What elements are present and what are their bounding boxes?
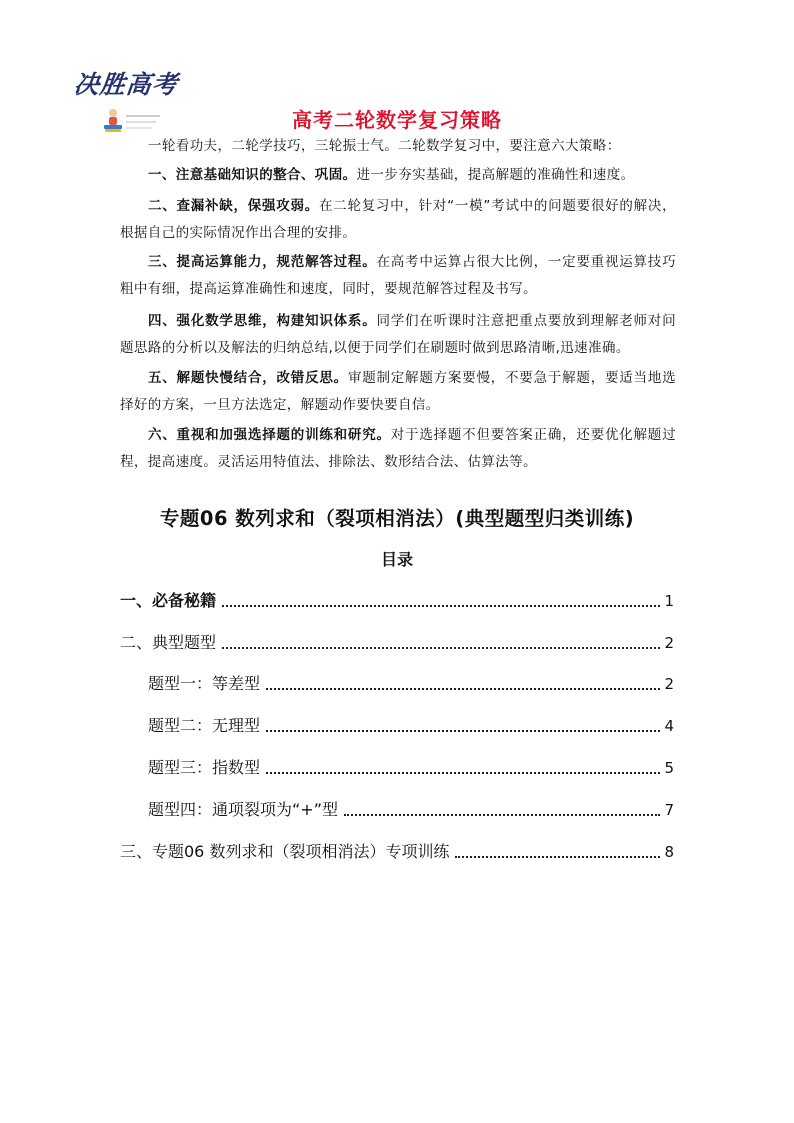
toc-entry-page: 2	[664, 634, 674, 652]
toc-title: 目录	[380, 550, 413, 569]
strategy-item-body: 进一步夯实基础，提高解题的准确性和速度。	[356, 167, 635, 183]
toc-entry-page: 8	[664, 843, 674, 861]
strategy-title: 高考二轮数学复习策略	[292, 108, 502, 132]
toc-entry[interactable]	[148, 670, 674, 696]
toc-entry[interactable]	[148, 712, 674, 738]
strategy-item-heading: 六、重视和加强选择题的训练和研究。	[148, 427, 391, 443]
toc-entry-label: 题型二：无理型	[148, 716, 261, 735]
toc-entry-page: 1	[664, 592, 674, 610]
logo-text: 决胜高考	[72, 70, 180, 99]
strategy-item-4	[120, 308, 676, 362]
toc-entry-page: 2	[664, 675, 674, 693]
strategy-item-heading: 五、解题快慢结合，改错反思。	[148, 370, 348, 386]
toc-entry-label: 题型一：等差型	[148, 674, 261, 693]
toc-entry-page: 7	[664, 801, 674, 819]
toc-entry[interactable]	[120, 587, 674, 613]
section-title: 专题06 数列求和（裂项相消法）(典型题型归类训练)	[159, 507, 635, 530]
toc-entry[interactable]	[120, 629, 674, 655]
toc-leader	[455, 855, 660, 858]
strategy-item-6	[120, 422, 676, 476]
strategy-item-heading: 三、提高运算能力，规范解答过程。	[148, 254, 377, 270]
toc-entry-label: 题型四：通项裂项为“+”型	[148, 800, 338, 819]
strategy-item-body: 在高考中运算占很大比例，一定要重视运算技巧粗中有细，提高运算准确性和速度，同时，要规范解答过程及书写。	[120, 254, 676, 297]
toc-leader	[266, 771, 660, 774]
strategy-item-1	[120, 162, 676, 189]
strategy-item-5	[120, 365, 676, 419]
toc-entry[interactable]	[148, 796, 674, 822]
toc-entry[interactable]	[120, 838, 674, 864]
toc-entry-label: 三、专题06 数列求和（裂项相消法）专项训练	[120, 842, 450, 861]
strategy-intro: 一轮看功夫，二轮学技巧，三轮振士气。二轮数学复习中，要注意六大策略：	[148, 138, 621, 154]
strategy-item-heading: 一、注意基础知识的整合、巩固。	[148, 167, 357, 183]
strategy-item-3	[120, 249, 676, 303]
toc-entry-page: 5	[664, 759, 674, 777]
toc-leader	[222, 646, 660, 649]
toc-entry[interactable]	[148, 754, 674, 780]
toc-leader	[344, 813, 660, 816]
strategy-item-body: 审题制定解题方案要慢，不要急于解题，要适当地选择好的方案，一旦方法选定，解题动作要快要自信。	[120, 370, 677, 413]
toc-leader	[266, 729, 660, 732]
toc-leader	[222, 604, 660, 607]
toc-entry-label: 二、典型题型	[120, 633, 217, 652]
strategy-item-heading: 四、强化数学思维，构建知识体系。	[148, 313, 377, 329]
strategy-item-body: 在二轮复习中，针对“一模”考试中的问题要很好的解决，根据自己的实际情况作出合理的安排。	[120, 198, 676, 241]
strategy-item-heading: 二、查漏补缺，保强攻弱。	[148, 198, 319, 214]
strategy-item-body: 同学们在听课时注意把重点要放到理解老师对问题思路的分析以及解法的归纳总结,以便于同学们在刷题时做到思路清晰,迅速准确。	[120, 313, 676, 356]
toc-entry-page: 4	[664, 717, 674, 735]
toc-entry-label: 一、必备秘籍	[120, 591, 217, 610]
toc-entry-label: 题型三：指数型	[148, 758, 261, 777]
toc-leader	[266, 687, 660, 690]
strategy-item-body: 对于选择题不但要答案正确，还要优化解题过程，提高速度。灵活运用特值法、排除法、数形结合法、估算法等。	[120, 427, 676, 470]
strategy-item-2	[120, 193, 676, 247]
